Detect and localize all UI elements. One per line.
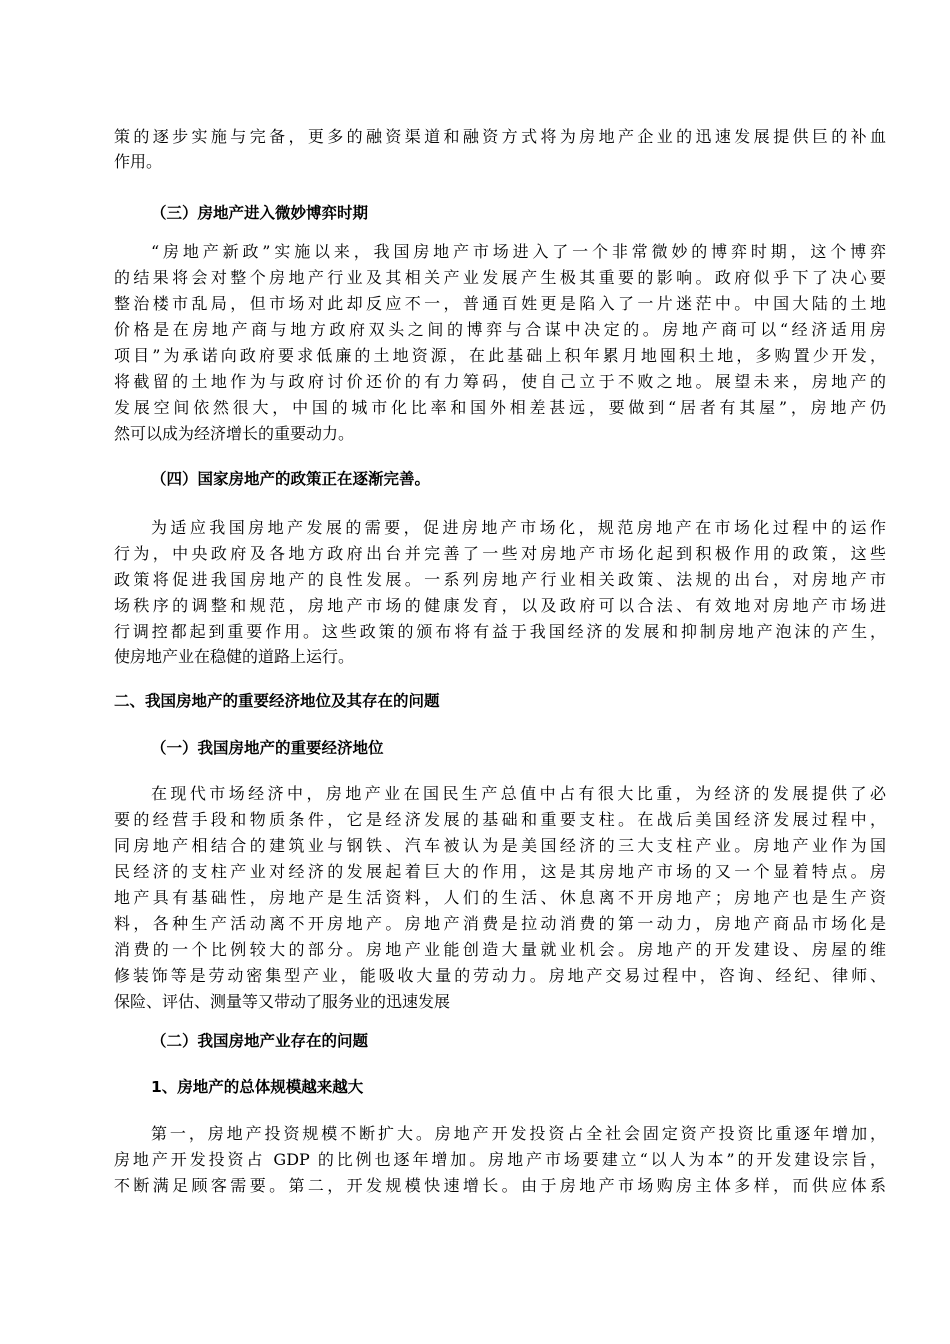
paragraph-line: 保险、评估、测量等又带动了服务业的迅速发展 xyxy=(114,992,451,1011)
paragraph-line: 为适应我国房地产发展的需要，促进房地产市场化，规范房地产在市场化过程中的运作 xyxy=(151,518,886,537)
paragraph-line: 的结果将会对整个房地产行业及其相关产业发展产生极其重要的影响。政府似乎下了决心要 xyxy=(114,268,886,287)
paragraph-line: 要的经营手段和物质条件，它是经济发展的基础和重要支柱。在战后美国经济发展过程中， xyxy=(114,810,886,829)
paragraph-line: 整治楼市乱局，但市场对此却反应不一，普通百姓更是陷入了一片迷茫中。中国大陆的土地 xyxy=(114,294,886,313)
paragraph-line: 将截留的土地作为与政府讨价还价的有力筹码，使自己立于不败之地。展望未来，房地产的 xyxy=(114,372,886,391)
paragraph-line: 修装饰等是劳动密集型产业，能吸收大量的劳动力。房地产交易过程中，咨询、经纪、律师、 xyxy=(114,966,886,985)
paragraph-line: 行为，中央政府及各地方政府出台并完善了一些对房地产市场化起到积极作用的政策，这些 xyxy=(114,544,886,563)
paragraph-line: 在现代市场经济中，房地产业在国民生产总值中占有很大比重，为经济的发展提供了必 xyxy=(151,784,886,803)
paragraph-line: 同房地产相结合的建筑业与钢铁、汽车被认为是美国经济的三大支柱产业。房地产业作为国 xyxy=(114,836,886,855)
subsection-heading: （四）国家房地产的政策正在逐渐完善。 xyxy=(151,470,431,488)
paragraph-line: 使房地产业在稳健的道路上运行。 xyxy=(114,647,355,666)
subsection-heading: （一）我国房地产的重要经济地位 xyxy=(151,739,384,757)
paragraph-line: 作用。 xyxy=(114,152,163,171)
paragraph-line: “房地产新政”实施以来，我国房地产市场进入了一个非常微妙的博弈时期，这个博弈 xyxy=(151,242,886,261)
subsection-heading: （二）我国房地产业存在的问题 xyxy=(151,1032,369,1050)
paragraph-line: 行调控都起到重要作用。这些政策的颁布将有益于我国经济的发展和抑制房地产泡沫的产生， xyxy=(114,622,886,641)
paragraph-line: 料，各种生产活动离不开房地产。房地产消费是拉动消费的第一动力，房地产商品市场化是 xyxy=(114,914,886,933)
paragraph-line: 民经济的支柱产业对经济的发展起着巨大的作用，这是其房地产市场的又一个显着特点。房 xyxy=(114,862,886,881)
paragraph-line: 不断满足顾客需要。第二，开发规模快速增长。由于房地产市场购房主体多样，而供应体系 xyxy=(114,1176,886,1195)
sub-subsection-heading: 1、房地产的总体规模越来越大 xyxy=(151,1078,364,1096)
subsection-heading: （三）房地产进入微妙博弈时期 xyxy=(151,204,369,222)
paragraph-line: 策的逐步实施与完备，更多的融资渠道和融资方式将为房地产企业的迅速发展提供巨的补血 xyxy=(114,127,886,146)
paragraph-line: 地产具有基础性，房地产是生活资料，人们的生活、休息离不开房地产；房地产也是生产资 xyxy=(114,888,886,907)
section-heading: 二、我国房地产的重要经济地位及其存在的问题 xyxy=(114,692,440,710)
paragraph-line: 发展空间依然很大，中国的城市化比率和国外相差甚远，要做到“居者有其屋”，房地产仍 xyxy=(114,398,886,417)
paragraph-line: 政策将促进我国房地产的良性发展。一系列房地产行业相关政策、法规的出台，对房地产市 xyxy=(114,570,886,589)
paragraph-line: 价格是在房地产商与地方政府双头之间的博弈与合谋中决定的。房地产商可以“经济适用房 xyxy=(114,320,886,339)
paragraph-line: 第一，房地产投资规模不断扩大。房地产开发投资占全社会固定资产投资比重逐年增加， xyxy=(151,1124,886,1143)
paragraph-line: 项目”为承诺向政府要求低廉的土地资源，在此基础上积年累月地囤积土地，多购置少开发， xyxy=(114,346,886,365)
paragraph-line: 房地产开发投资占 GDP 的比例也逐年增加。房地产市场要建立“以人为本”的开发建设宗旨， xyxy=(114,1150,886,1169)
paragraph-line: 消费的一个比例较大的部分。房地产业能创造大量就业机会。房地产的开发建设、房屋的维 xyxy=(114,940,886,959)
paragraph-line: 然可以成为经济增长的重要动力。 xyxy=(114,424,355,443)
paragraph-line: 场秩序的调整和规范，房地产市场的健康发育，以及政府可以合法、有效地对房地产市场进 xyxy=(114,596,886,615)
